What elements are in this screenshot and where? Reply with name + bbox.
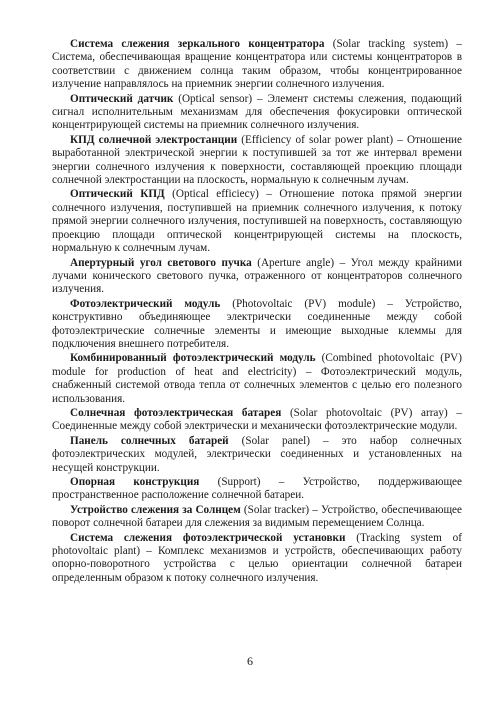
entry-definition: (Tracking system of photovoltaic plant) – Комплекс механизмов и устройств, обеспечивающих работу опорно-поворотного устройства с целью ориентации солнечной батареи определенным образом к потоку солнечного излучения.: [52, 531, 462, 584]
entry-term: Фотоэлектрический модуль: [70, 297, 221, 310]
glossary-entry-pv-tracking-system: [52, 532, 462, 586]
entry-term: Оптический КПД: [70, 188, 165, 201]
glossary-entry-pv-module: [52, 298, 462, 352]
entry-definition: (Solar panel) – это набор солнечных фотоэлектрических модулей, электрически соединенных и установленных на несущей конструкции.: [52, 434, 462, 474]
entry-term: КПД солнечной электростанции: [70, 133, 238, 146]
entry-definition: (Aperture angle) – Угол между крайними лучами конического светового пучка, отраженного от концентраторов солнечного излучения.: [52, 256, 462, 296]
document-body: [52, 38, 462, 586]
entry-term: Система слежения фотоэлектрической установки: [70, 531, 346, 544]
entry-definition: (Solar tracker) – Устройство, обеспечивающее поворот солнечной батареи для слежения за видимым перемещением Солнца.: [52, 503, 462, 530]
entry-definition: (Solar photovoltaic (PV) array) – Соединенные между собой электрически и механически фотоэлектрические модули.: [52, 406, 462, 433]
glossary-entry-optical-sensor: [52, 93, 462, 133]
entry-definition: (Photovoltaic (PV) module) – Устройство, конструктивно объединяющее электрически соединенные между собой фотоэлектрические солнечные элементы и имеющие выходные клеммы для подключения внешнего потребителя.: [52, 297, 462, 350]
glossary-entry-optical-efficiency: [52, 188, 462, 255]
entry-term: Опорная конструкция: [70, 476, 200, 488]
entry-definition: (Solar tracking system) – Система, обеспечивающая вращение концентратора или системы концентраторов в соответствии с движением солнца таким образом, чтобы концентрированное излучение направлялось на приемник энергии солнечного излучения.: [52, 38, 462, 91]
entry-definition: (Efficiency of solar power plant) – Отношение выработанной электрической энергии к поступившей за тот же интервал времени энергии солнечного излучения к поверхности, составляющей проекцию площади солнечной электростанции на плоскость, нормальную к солнечным лучам.: [52, 133, 463, 187]
entry-term: Комбинированный фотоэлектрический модуль: [70, 352, 316, 365]
entry-term: Апертурный угол светового пучка: [70, 256, 252, 269]
glossary-entry-pv-array: [52, 407, 462, 434]
entry-term: Солнечная фотоэлектрическая батарея: [70, 406, 282, 419]
entry-term: Панель солнечных батарей: [70, 434, 229, 447]
entry-definition: (Optical efficiecy) – Отношение потока прямой энергии солнечного излучения, поступившей на приемник солнечного излучения, к потоку прямой энергии солнечного излучения, поступившей на поверхность, составляющую проекцию площади оптической концентрирующей системы на плоскость, нормальную к солнечным лучам.: [52, 188, 462, 255]
entry-term: Оптический датчик: [70, 92, 174, 105]
page-number: 6: [247, 654, 253, 668]
entry-term: Система слежения зеркального концентратора: [70, 38, 325, 50]
glossary-entry-plant-efficiency: [52, 134, 462, 188]
glossary-entry-combined-pv-module: [52, 352, 462, 406]
glossary-entry-solar-tracking-system: [52, 38, 462, 92]
glossary-entry-solar-tracker: [52, 504, 462, 531]
glossary-entry-support: [52, 476, 462, 503]
glossary-entry-aperture-angle: [52, 257, 462, 297]
entry-term: Устройство слежения за Солнцем: [70, 503, 241, 516]
entry-definition: (Optical sensor) – Элемент системы слежения, подающий сигнал исполнительным механизмам для обеспечения фокусировки оптической концентрирующей системы на приемник солнечного излучения.: [52, 92, 463, 132]
entry-definition: (Support) – Устройство, поддерживающее пространственное расположение солнечной батареи.: [52, 476, 462, 502]
entry-definition: (Combined photovoltaic (PV) module for production of heat and electricity) – Фотоэлектрический модуль, снабженный системой отвода тепла от солнечных элементов с целью его полезного использования.: [52, 352, 462, 405]
glossary-entry-solar-panel: [52, 435, 462, 475]
